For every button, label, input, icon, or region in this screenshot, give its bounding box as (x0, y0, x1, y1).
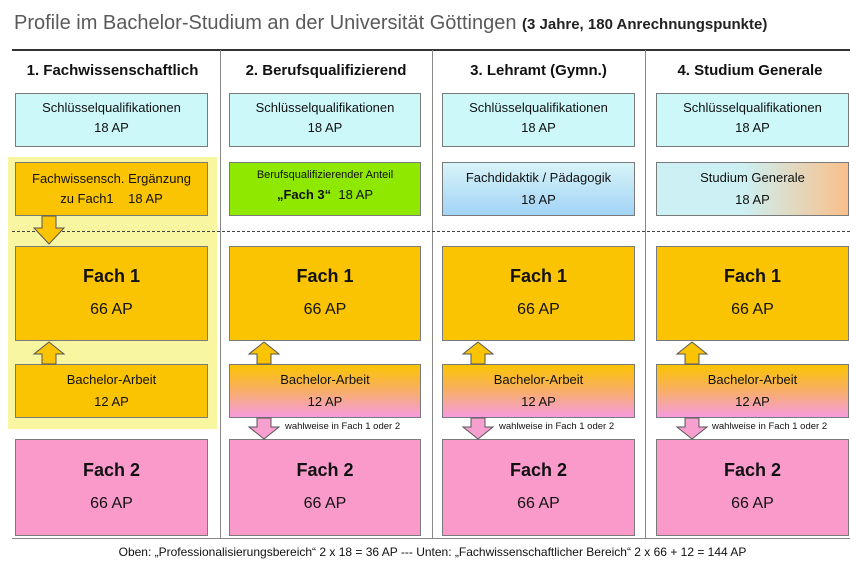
title-sub: (3 Jahre, 180 Anrechnungspunkte) (522, 16, 768, 33)
thesis-ap: 12 AP (94, 394, 129, 409)
box-label: Fachdidaktik / Pädagogik (465, 170, 612, 185)
subject-ap: 66 AP (90, 301, 133, 318)
subject-name: Fach 1 (296, 266, 354, 286)
key-qualifications-box-2 (229, 93, 421, 147)
subject-name: Fach 2 (723, 460, 782, 480)
subject-name: Fach 2 (296, 460, 354, 480)
subject-name: Fach 1 (82, 266, 141, 286)
thesis-ap: 12 AP (521, 394, 556, 409)
fach2-box-2 (229, 439, 421, 536)
box-ap: 18 AP (338, 187, 374, 202)
thesis-label: Bachelor-Arbeit (280, 372, 370, 387)
box-ap: 18 AP (521, 192, 556, 207)
box-ap: 18 AP (521, 120, 556, 135)
fach2-box-1 (15, 439, 208, 536)
box-ap: 18 AP (735, 192, 770, 207)
box-ap: 18 AP (307, 120, 343, 135)
vocational-part-box (229, 162, 421, 216)
box-ap: zu Fach1 18 AP (60, 191, 163, 206)
arrow-down-icon (34, 216, 64, 246)
column-divider-3 (645, 50, 646, 538)
key-qualifications-box-3 (442, 93, 635, 147)
subject-ap: 66 AP (303, 495, 347, 512)
box-ap: 18 AP (94, 120, 129, 135)
box-label: Schlüsselqualifikationen (42, 100, 181, 115)
box-ap-line (230, 187, 420, 202)
subject-name: Fach 1 (723, 266, 782, 286)
thesis-label: Bachelor-Arbeit (66, 372, 157, 387)
bachelor-thesis-box-4 (656, 364, 849, 418)
arrow-down-icon (463, 418, 493, 439)
column-header-2: 2. Berufsqualifizierend (245, 62, 407, 79)
column-header-4: 4. Studium Generale (677, 62, 823, 79)
box-label: Studium Generale (700, 170, 805, 185)
subject-ap: 66 AP (517, 495, 560, 512)
fach1-box-4 (656, 246, 849, 341)
footer-summary: Oben: „Professionalisierungsbereich“ 2 x 18 = 36 AP --- Unten: „Fachwissenschaftlicher Bereich“ 2 x 66 + 12 = 144 AP (118, 545, 747, 559)
subject-name: Fach 2 (509, 460, 568, 480)
subject-name: Fach 2 (82, 460, 141, 480)
subject-ap: 66 AP (731, 301, 774, 318)
arrow-down-icon (249, 418, 279, 439)
thesis-ap: 12 AP (735, 394, 770, 409)
fach1-box-2 (229, 246, 421, 341)
arrow-up-icon (677, 342, 707, 364)
thesis-ap: 12 AP (307, 394, 343, 409)
column-divider-2 (432, 50, 433, 538)
column-header-3: 3. Lehramt (Gymn.) (470, 62, 607, 79)
box-label: Schlüsselqualifikationen (469, 100, 608, 115)
title-main: Profile im Bachelor-Studium an der Universität Göttingen (14, 12, 517, 34)
subject-name: Fach 1 (509, 266, 568, 286)
box-label: Schlüsselqualifikationen (683, 100, 822, 115)
box-label: Fachwissensch. Ergänzung (32, 171, 191, 186)
top-divider (12, 49, 850, 51)
arrow-up-icon (249, 342, 279, 364)
box-label: Berufsqualifizierender Anteil (256, 169, 394, 181)
fach1-box-1 (15, 246, 208, 341)
thesis-choice-note-3: wahlweise in Fach 1 oder 2 (499, 421, 615, 432)
key-qualifications-box-4 (656, 93, 849, 147)
diagram-title (14, 12, 767, 35)
box-label: Schlüsselqualifikationen (255, 100, 395, 115)
thesis-choice-note-4: wahlweise in Fach 1 oder 2 (712, 421, 828, 432)
bottom-divider (12, 538, 850, 539)
thesis-label: Bachelor-Arbeit (707, 372, 798, 387)
fach2-box-4 (656, 439, 849, 536)
bachelor-thesis-box-3 (442, 364, 635, 418)
fach1-box-3 (442, 246, 635, 341)
column-divider-1 (220, 50, 221, 538)
key-qualifications-box-1 (15, 93, 208, 147)
box-ap: 18 AP (735, 120, 770, 135)
subject-ap: 66 AP (731, 495, 774, 512)
arrow-down-icon (677, 418, 707, 439)
fach2-box-3 (442, 439, 635, 536)
dashed-separator (12, 231, 850, 232)
thesis-label: Bachelor-Arbeit (493, 372, 584, 387)
subject-ap: 66 AP (90, 495, 133, 512)
fach3-label: „Fach 3“ (276, 187, 332, 202)
bachelor-thesis-box-1 (15, 364, 208, 418)
subject-ap: 66 AP (517, 301, 560, 318)
studium-generale-box (656, 162, 849, 216)
arrow-up-icon (34, 342, 64, 364)
thesis-choice-note-2: wahlweise in Fach 1 oder 2 (285, 421, 401, 432)
column-header-1: 1. Fachwissenschaftlich (26, 62, 199, 79)
subject-supplement-box (15, 162, 208, 216)
arrow-up-icon (463, 342, 493, 364)
bachelor-thesis-box-2 (229, 364, 421, 418)
subject-ap: 66 AP (303, 301, 347, 318)
didactics-pedagogy-box (442, 162, 635, 216)
